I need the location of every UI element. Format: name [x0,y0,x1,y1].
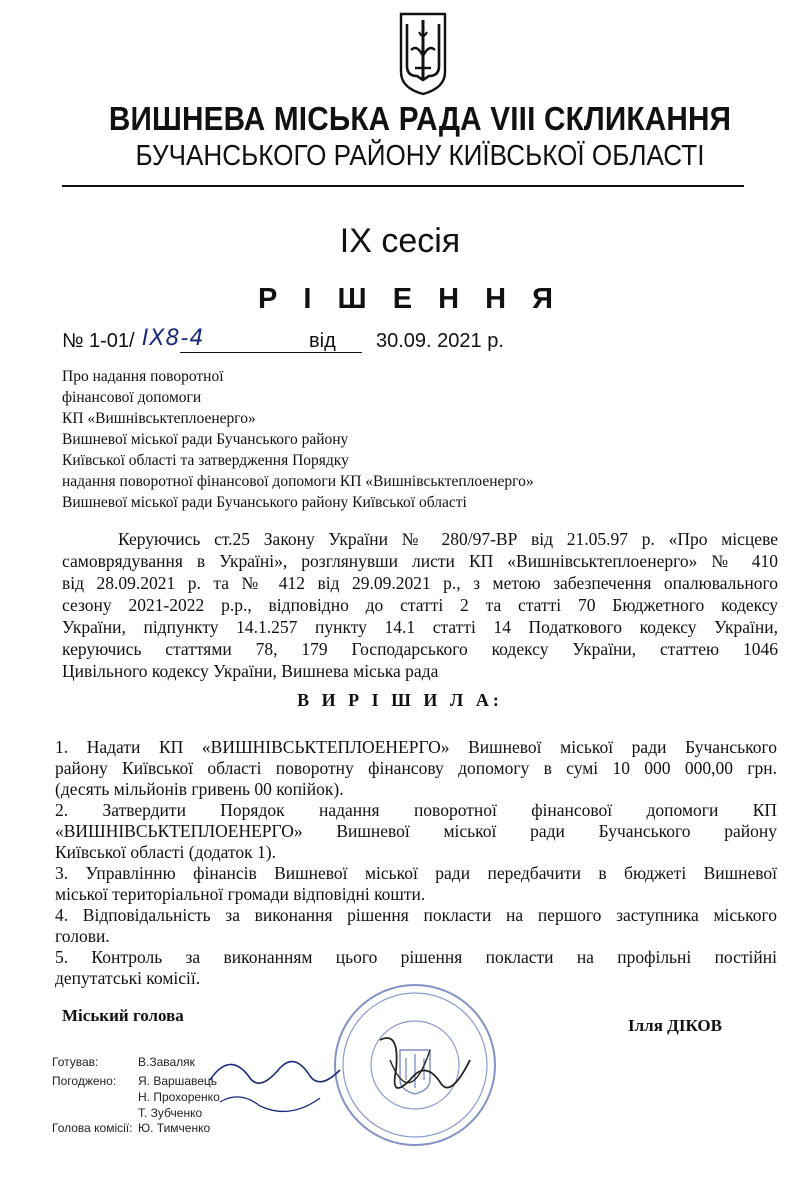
decision-number-row [62,326,762,360]
council-district: БУЧАНСЬКОГО РАЙОНУ КИЇВСЬКОЇ ОБЛАСТІ [135,140,705,172]
approved-by-name: Т. Зубченко [138,1106,203,1120]
preamble-line: України, підпункту 14.1.257 пункту 14.1 статті 14 Податкового кодексу України, [62,617,778,637]
preamble-line: Керуючись ст.25 Закону України № 280/97-ВР від 21.05.97 р. «Про місцеве [118,529,778,549]
decision-number-handwritten: IX8-4 [142,326,205,351]
subject-line: Вишневої міської ради Бучанського району Київської області [62,494,467,511]
item-line: 4. Відповідальність за виконання рішення покласти на першого заступника міського [55,905,777,925]
prepared-by-label: Готував: [52,1055,99,1069]
preamble-line: від 28.09.2021 р. та № 412 від 29.09.2021 р., з метою забезпечення опалювального [62,573,778,593]
decision-items [55,737,777,989]
approved-by-name: Н. Прохоренко [138,1090,220,1104]
subject-line: Київської області та затвердження Порядку [62,452,349,469]
item-line: міської територіальної громади відповідні кошти. [55,884,426,904]
preamble-line: Цивільного кодексу України, Вишнева міська рада [62,661,439,681]
handwritten-signatures [200,1020,500,1130]
trident-emblem-icon [395,10,451,96]
item-line: голови. [55,926,110,946]
approved-by-label: Погоджено: [52,1074,117,1088]
item-line: «ВИШНІВСЬКТЕПЛОЕНЕРГО» Вишневої міської ради Бучанського району [55,821,777,841]
subject-line: Про надання поворотної [62,368,224,385]
subject-line: Вишневої міської ради Бучанського району [62,431,349,448]
prepared-by-name: В.Заваляк [138,1055,195,1069]
item-line: Київської області (додаток 1). [55,842,276,862]
item-line: 1. Надати КП «ВИШНІВСЬКТЕПЛОЕНЕРГО» Вишневої міської ради Бучанського [55,737,777,757]
decision-date: 30.09. 2021 р. [376,330,504,352]
preamble-line: сезону 2021-2022 р.р., відповідно до статті 2 та статті 70 Бюджетного кодексу [62,595,778,615]
decision-number-label: № 1-01/ [62,330,135,352]
council-title: ВИШНЕВА МІСЬКА РАДА VIII СКЛИКАННЯ [108,100,732,137]
commission-chair-name: Ю. Тимченко [138,1121,211,1135]
approved-by-name: Я. Варшавець [138,1074,218,1088]
preamble-line: самоврядування в Україні», розглянувши листи КП «Вишнівськтеплоенерго» № 410 [62,551,778,571]
item-line: (десять мільйонів гривень 00 копійок). [55,779,344,799]
document-type-title: Р І Ш Е Н Н Я [258,283,562,315]
item-line: 2. Затвердити Порядок надання поворотної фінансової допомоги КП [55,800,777,820]
subject-line: фінансової допомоги [62,389,202,406]
subject-line: надання поворотної фінансової допомоги КП «Вишнівськтеплоенерго» [62,473,534,490]
subject-line: КП «Вишнівськтеплоенерго» [62,410,256,427]
header-divider [62,185,744,187]
commission-chair-label: Голова комісії: [52,1121,133,1135]
preamble-line: керуючись статтями 78, 179 Господарського кодексу України, статтею 1046 [62,639,778,659]
decision-subject [62,366,534,513]
decided-heading: В И Р І Ш И Л А: [297,690,503,710]
date-from-label: від [309,330,336,352]
mayor-title: Міський голова [62,1006,184,1025]
preamble-paragraph [62,528,778,682]
item-line: депутатські комісії. [55,968,201,988]
item-line: району Київської області поворотну фінансову допомогу в сумі 10 000 000,00 грн. [55,758,777,778]
item-line: 3. Управлінню фінансів Вишневої міської ради передбачити в бюджеті Вишневої [55,863,777,883]
mayor-name: Ілля ДІКОВ [628,1016,722,1035]
item-line: 5. Контроль за виконанням цього рішення покласти на профільні постійні [55,947,777,967]
session-number: IX сесія [339,222,461,260]
